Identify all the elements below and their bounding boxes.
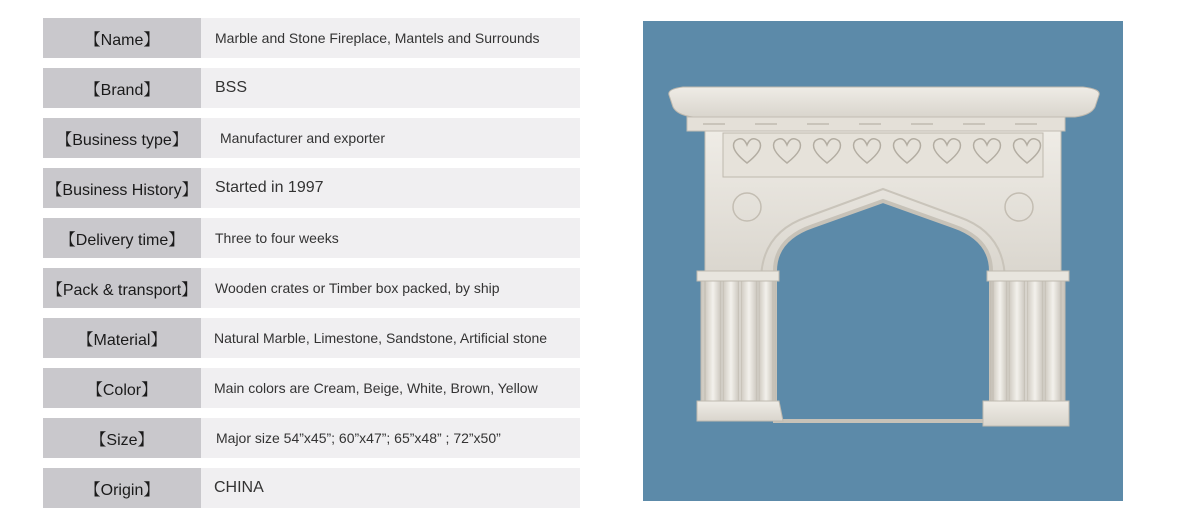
spec-key: 【Material】 [43, 318, 201, 358]
fireplace-photo [643, 21, 1123, 501]
spec-value: Wooden crates or Timber box packed, by ship [201, 268, 580, 308]
spec-row-pack-transport [43, 268, 580, 308]
spec-value: Started in 1997 [201, 168, 580, 208]
spec-table [43, 18, 580, 518]
spec-value: Main colors are Cream, Beige, White, Brown, Yellow [201, 368, 580, 408]
spec-key: 【Brand】 [43, 68, 201, 108]
spec-value: Three to four weeks [201, 218, 580, 258]
spec-key: 【Business History】 [43, 168, 201, 208]
spec-value: BSS [201, 68, 580, 108]
spec-key: 【Business type】 [43, 118, 201, 158]
spec-row-name [43, 18, 580, 58]
spec-key: 【Origin】 [43, 468, 201, 508]
spec-value: Manufacturer and exporter [201, 118, 580, 158]
spec-key: 【Size】 [43, 418, 201, 458]
spec-value: Natural Marble, Limestone, Sandstone, Artificial stone [201, 318, 580, 358]
spec-value: CHINA [201, 468, 580, 508]
spec-key: 【Delivery time】 [43, 218, 201, 258]
spec-key: 【Name】 [43, 18, 201, 58]
spec-row-origin [43, 468, 580, 508]
spec-row-size [43, 418, 580, 458]
spec-row-brand [43, 68, 580, 108]
spec-key: 【Pack & transport】 [43, 268, 201, 308]
fireplace-image [643, 21, 1123, 501]
spec-key: 【Color】 [43, 368, 201, 408]
spec-row-business-type [43, 118, 580, 158]
spec-row-color [43, 368, 580, 408]
spec-value: Major size 54”x45”; 60”x47”; 65”x48” ; 72”x50” [201, 418, 580, 458]
spec-value: Marble and Stone Fireplace, Mantels and Surrounds [201, 18, 580, 58]
spec-row-business-history [43, 168, 580, 208]
spec-row-delivery-time [43, 218, 580, 258]
spec-row-material [43, 318, 580, 358]
